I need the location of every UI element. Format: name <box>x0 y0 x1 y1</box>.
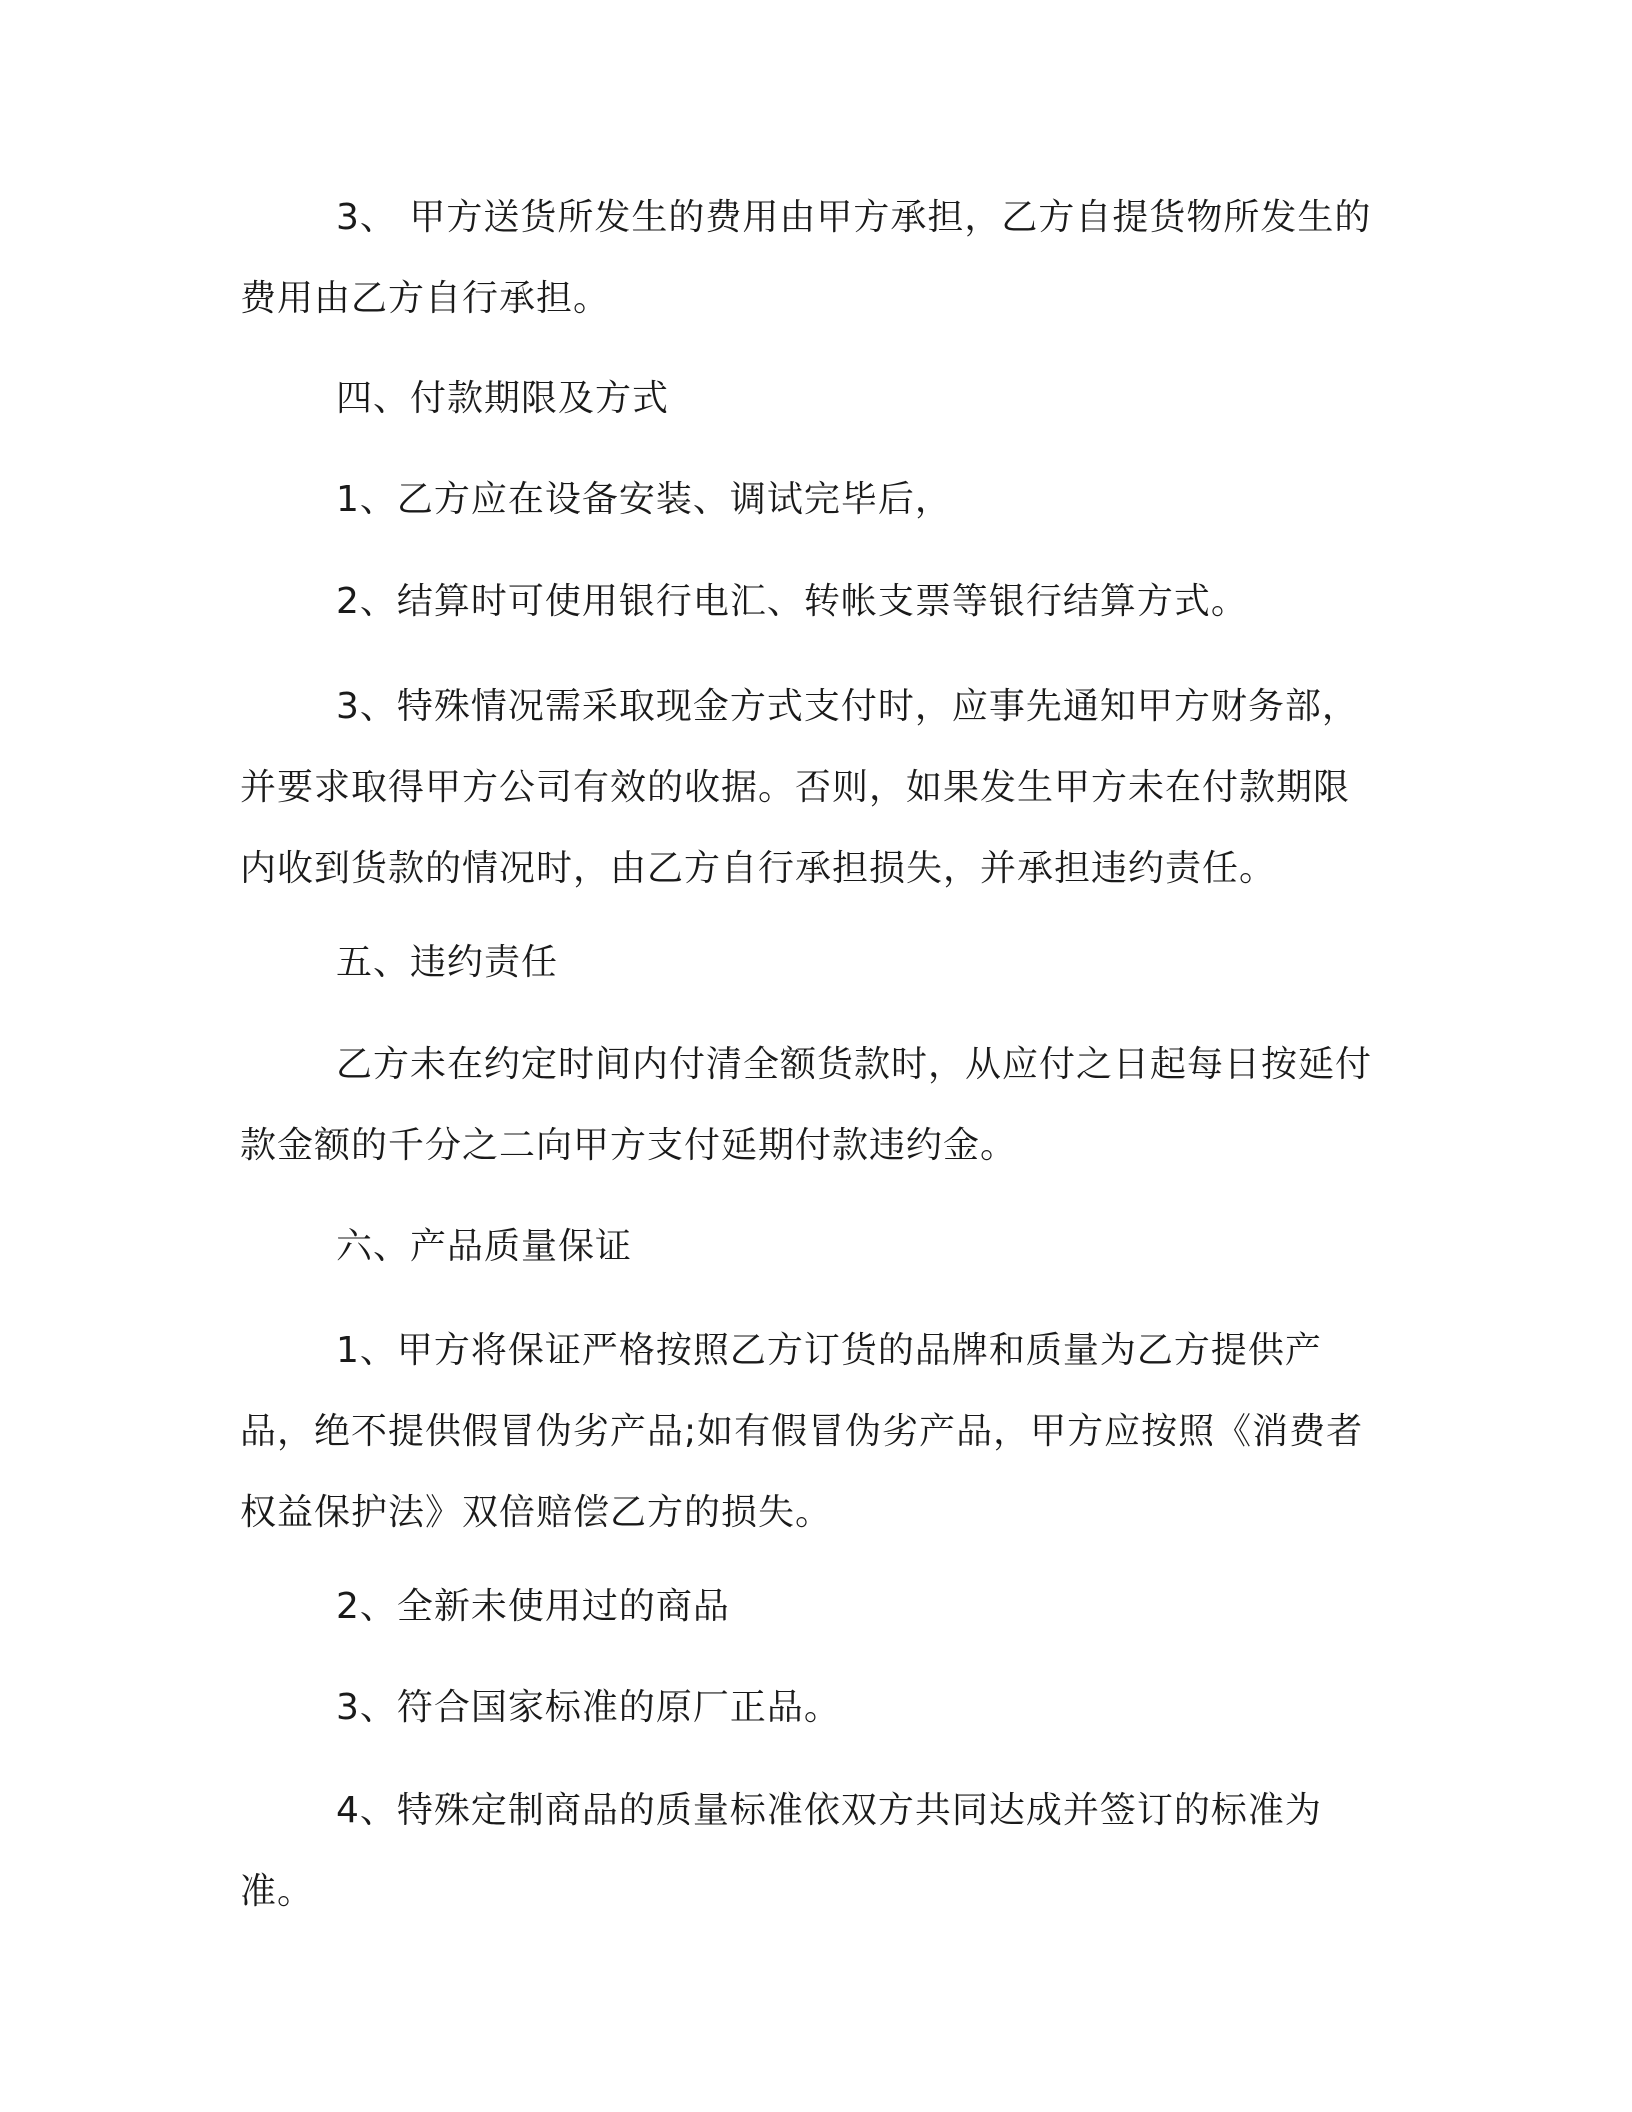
paragraph-payment-1: 1、乙方应在设备安装、调试完毕后， <box>336 479 952 520</box>
paragraph-quality-1: 1、甲方将保证严格按照乙方订货的品牌和质量为乙方提供产品，绝不提供假冒伪劣产品;如有假冒伪劣产品，甲方应按照《消费者权益保护法》双倍赔偿乙方的损失。 <box>240 1330 1364 1533</box>
paragraph-payment-3: 3、特殊情况需采取现金方式支付时，应事先通知甲方财务部，并要求取得甲方公司有效的收据。否则，如果发生甲方未在付款期限内收到货款的情况时，由乙方自行承担损失，并承担违约责任。 <box>240 686 1359 889</box>
section-heading-payment: 四、付款期限及方式 <box>336 378 670 419</box>
section-heading-liability: 五、违约责任 <box>336 942 559 983</box>
paragraph-quality-4: 4、特殊定制商品的质量标准依双方共同达成并签订的标准为准。 <box>240 1790 1322 1912</box>
paragraph-delivery-cost: 3、 甲方送货所发生的费用由甲方承担，乙方自提货物所发生的费用由乙方自行承担。 <box>240 197 1372 319</box>
paragraph-quality-2: 2、全新未使用过的商品 <box>336 1586 730 1627</box>
paragraph-quality-3: 3、符合国家标准的原厂正品。 <box>336 1687 841 1728</box>
paragraph-payment-2: 2、结算时可使用银行电汇、转帐支票等银行结算方式。 <box>336 581 1248 622</box>
paragraph-liability: 乙方未在约定时间内付清全额货款时，从应付之日起每日按延付款金额的千分之二向甲方支付延期付款违约金。 <box>240 1044 1373 1166</box>
section-heading-quality: 六、产品质量保证 <box>336 1226 633 1267</box>
